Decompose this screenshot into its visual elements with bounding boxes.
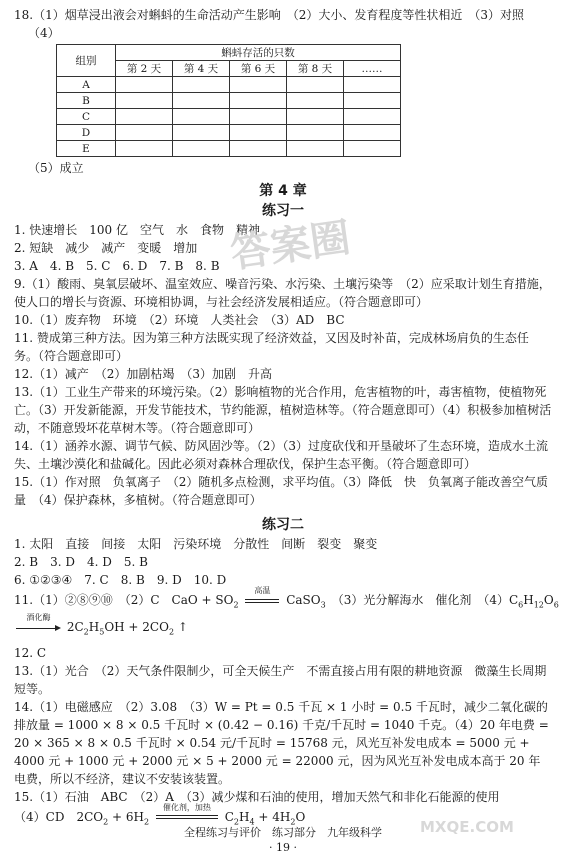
ex2-q12: 12. C xyxy=(14,645,47,660)
row-label: C xyxy=(57,109,116,125)
ex2-line: 6. ①②③④ 7. C 8. B 9. D 10. D xyxy=(14,573,227,587)
ex1-q13: 13.（1）工业生产带来的环境污染。（2）影响植物的光合作用，危害植物的叶，毒害植物，使植物死亡。（3）开发新能源，开发节能技术，节约能源，植树造林等。（符合题意即可）（4）积极参加植树活动，不随意毁坏花草树木等。（符合题意即可） xyxy=(14,385,552,435)
q18-line1: 18.（1）烟草浸出液会对蝌蚪的生命活动产生影响 （2）大小、发育程度等性状相近 （3）对照 xyxy=(14,8,524,22)
ex2-line: 2. B 3. D 4. D 5. B xyxy=(14,555,148,569)
ex2-q11-cont: 酒化酶 $2C_2H_5OH + 2CO_2$ ↑ xyxy=(14,616,552,643)
table-header-day: 第 6 天 xyxy=(230,61,287,77)
ex2-q15: 15.（1）石油 ABC （2）A （3）减少煤和石油的使用，增加天然气和非化石能源的使用 xyxy=(14,789,500,804)
watermark-url: MXQE.COM xyxy=(420,818,514,836)
row-label: D xyxy=(57,125,116,141)
ex2-q15-cont: （4）CD $2CO_2 + 6H_2$ 催化剂，加热 $C_2H_4 + 4H_2O$ xyxy=(14,802,306,827)
ex1-q14: 14.（1）涵养水源、调节气候、防风固沙等。（2）（3）过度砍伐和开垦破坏了生态环境，造成水土流失、土壤沙漠化和盐碱化。因此必须对森林合理砍伐，保护生态平衡。（符合题意即可） xyxy=(14,439,548,471)
table-row xyxy=(57,77,401,93)
survival-table xyxy=(56,44,401,157)
ex1-q10: 10.（1）废弃物 环境 （2）环境 人类社会 （3）AD BC xyxy=(14,313,345,327)
table-header-day: 第 2 天 xyxy=(116,61,173,77)
chapter-title: 第 4 章 xyxy=(259,183,307,199)
ex1-q11: 11. 赞成第三种方法。因为第三种方法既实现了经济效益，又因及时补苗，完成林场肩负的生态任务。（符合题意即可） xyxy=(14,331,529,363)
equation-sign: 催化剂，加热 xyxy=(156,806,218,828)
exercise2-title: 练习二 xyxy=(262,517,304,533)
table-row xyxy=(57,93,401,109)
row-label: B xyxy=(57,93,116,109)
ex2-q14: 14.（1）电磁感应 （2）3.08 （3）W = Pt = 0.5 千瓦 × 1 小时 = 0.5 千瓦时，减少二氧化碳的排放量 = 1000 × 8 × 0.5 千瓦时 × (0.42 − 0.16) 千克/千瓦时 = 1040 千克。（4）20 年电费 = 20 × 365 × 8 × 0.5 千瓦时 × 0.54 元/千瓦时 = 15768 元，风光互补发电成本 = 5000 元 + 4000 元 + 1000 元 + 2000 元 × 5 + 2000 元 = 22000 元，因为风光互补发电成本高于 20 年电费，所以不经济，建议不安装该装置。 xyxy=(14,699,549,786)
table-header-day: 第 8 天 xyxy=(287,61,344,77)
table-header-group: 组别 xyxy=(57,45,116,77)
ex1-q9: 9.（1）酸雨、臭氧层破坏、温室效应、噪音污染、水污染、土壤污染等 （2）应采取计划生育措施，使人口的增长与资源、环境相协调，与社会经济发展相适应。（符合题意即可） xyxy=(14,277,551,309)
ex1-line: 3. A 4. B 5. C 6. D 7. B 8. B xyxy=(14,259,220,273)
ex1-line: 2. 短缺 减少 减产 变暖 增加 xyxy=(14,241,198,255)
ex1-q12: 12.（1）减产 （2）加剧枯竭 （3）加剧 升高 xyxy=(14,367,272,381)
table-row xyxy=(57,109,401,125)
row-label: E xyxy=(57,141,116,157)
table-header-day: …… xyxy=(344,61,401,77)
reaction-arrow: 酒化酶 xyxy=(16,617,61,639)
ex2-q11: 11.（1）②⑧⑨⑩ （2）C CaO + $SO_2$ 高温 CaSO$_3$ （3）光分解海水 催化剂 $(4)C_6H_{12}O_6$ xyxy=(14,586,559,610)
ex1-q15: 15.（1）作对照 负氧离子 （2）随机多点检测，求平均值。（3）降低 快 负氧离子能改善空气质量 （4）保护森林，多植树。（符合题意即可） xyxy=(14,475,548,507)
watermark-text: 答案圈 xyxy=(227,214,354,278)
ex1-line: 1. 快速增长 100 亿 空气 水 食物 精神 xyxy=(14,223,260,237)
row-label: A xyxy=(57,77,116,93)
exercise1-title: 练习一 xyxy=(262,203,304,219)
ex2-q13: 13.（1）光合 （2）天气条件限制少，可全天候生产 不需直接占用有限的耕地资源 微藻生长周期短等。 xyxy=(14,663,547,696)
equation-sign: 高温 xyxy=(245,589,279,611)
footer-book-title: 全程练习与评价 练习部分 九年级科学 xyxy=(184,826,382,839)
table-row xyxy=(57,125,401,141)
table-row xyxy=(57,141,401,157)
footer-page-number: · 19 · xyxy=(269,841,297,854)
ex2-line: 1. 太阳 直接 间接 太阳 污染环境 分散性 间断 裂变 聚变 xyxy=(14,537,378,551)
table-header-day: 第 4 天 xyxy=(173,61,230,77)
q18-part4-label: （4） xyxy=(28,26,60,40)
table-header-span: 蝌蚪存活的只数 xyxy=(116,45,401,61)
q18-part5: （5）成立 xyxy=(28,161,84,175)
page-footer xyxy=(0,825,566,855)
